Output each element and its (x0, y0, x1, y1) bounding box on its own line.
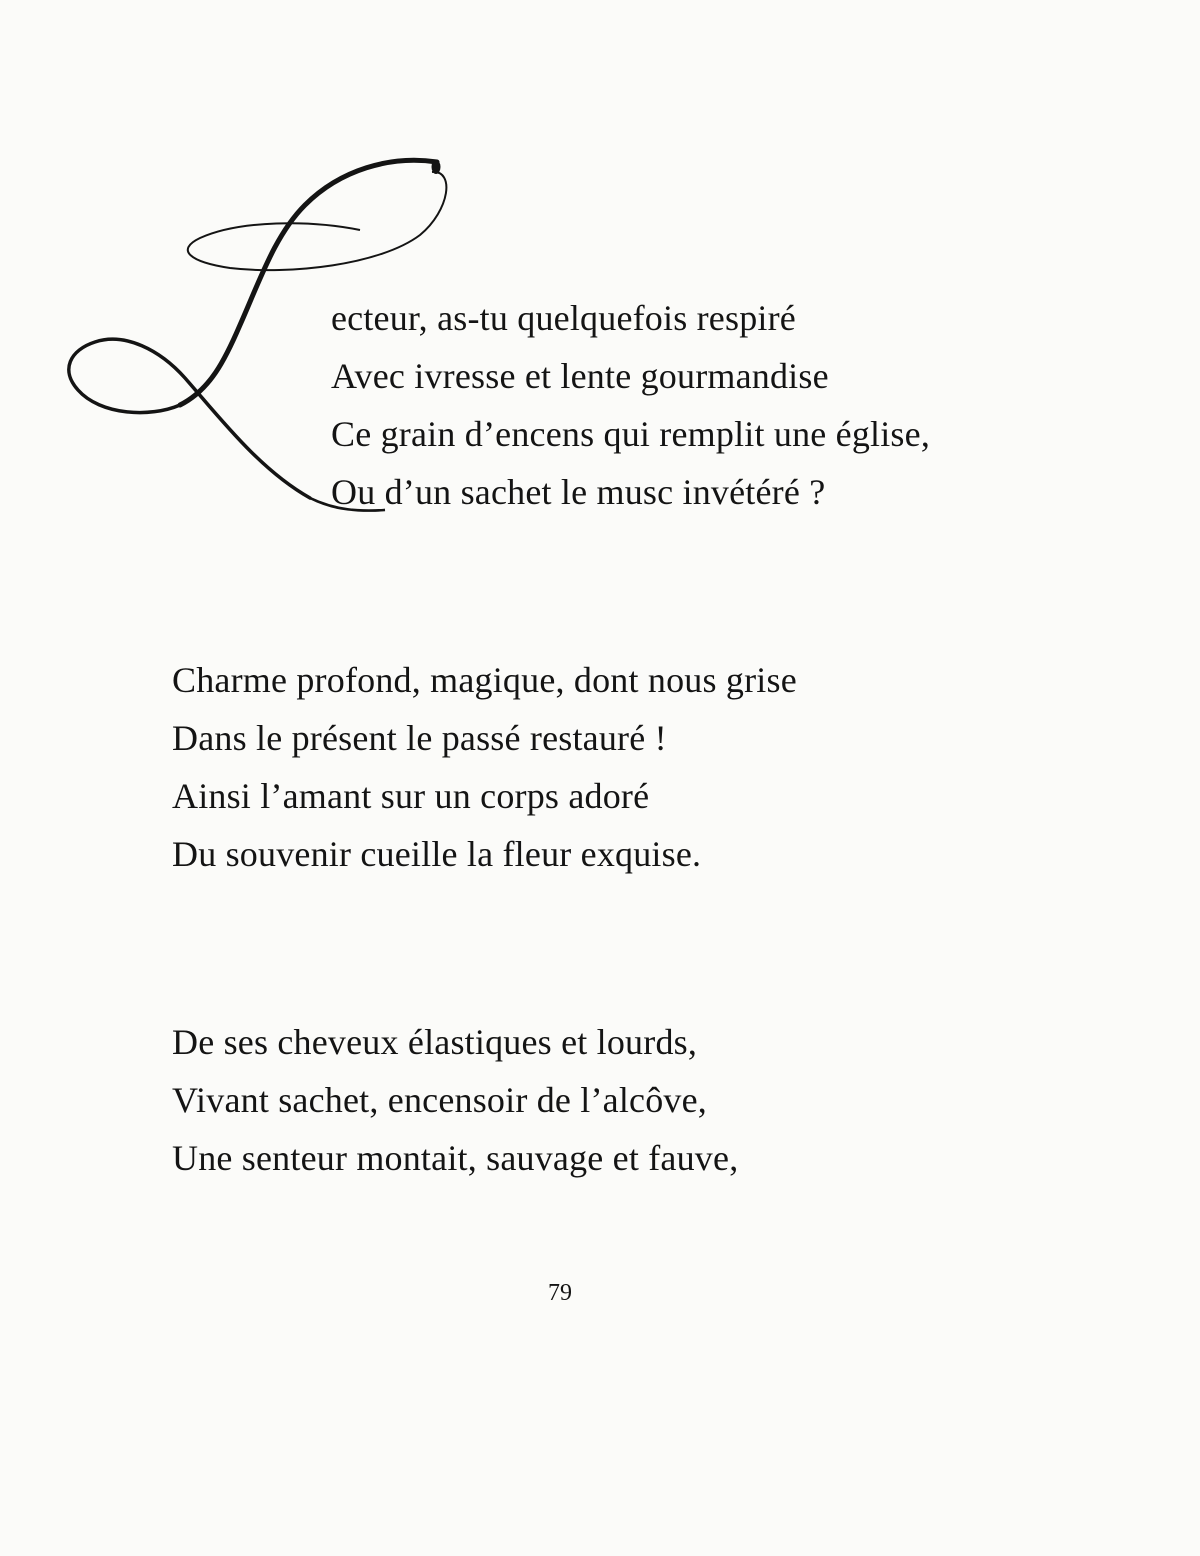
verse-line: De ses cheveux élastiques et lourds, (172, 1022, 698, 1062)
verse-line: Ainsi l’amant sur un corps adoré (172, 776, 650, 816)
stanza-2 (172, 651, 797, 883)
verse-line: Dans le présent le passé restauré ! (172, 718, 667, 758)
page-number: 79 (548, 1280, 572, 1306)
verse-line: ecteur, as-tu quelquefois respiré (331, 298, 796, 338)
verse-line: Ce grain d’encens qui remplit une église, (331, 414, 931, 454)
verse-line: Charme profond, magique, dont nous grise (172, 660, 797, 700)
verse-line: Du souvenir cueille la fleur exquise. (172, 834, 702, 874)
stanza-1 (331, 289, 930, 521)
verse-line: Une senteur montait, sauvage et fauve, (172, 1138, 739, 1178)
stanza-3 (172, 1013, 738, 1187)
verse-line: Vivant sachet, encensoir de l’alcôve, (172, 1080, 708, 1120)
verse-line: Ou d’un sachet le musc invétéré ? (331, 472, 826, 512)
verse-line: Avec ivresse et lente gourmandise (331, 356, 829, 396)
